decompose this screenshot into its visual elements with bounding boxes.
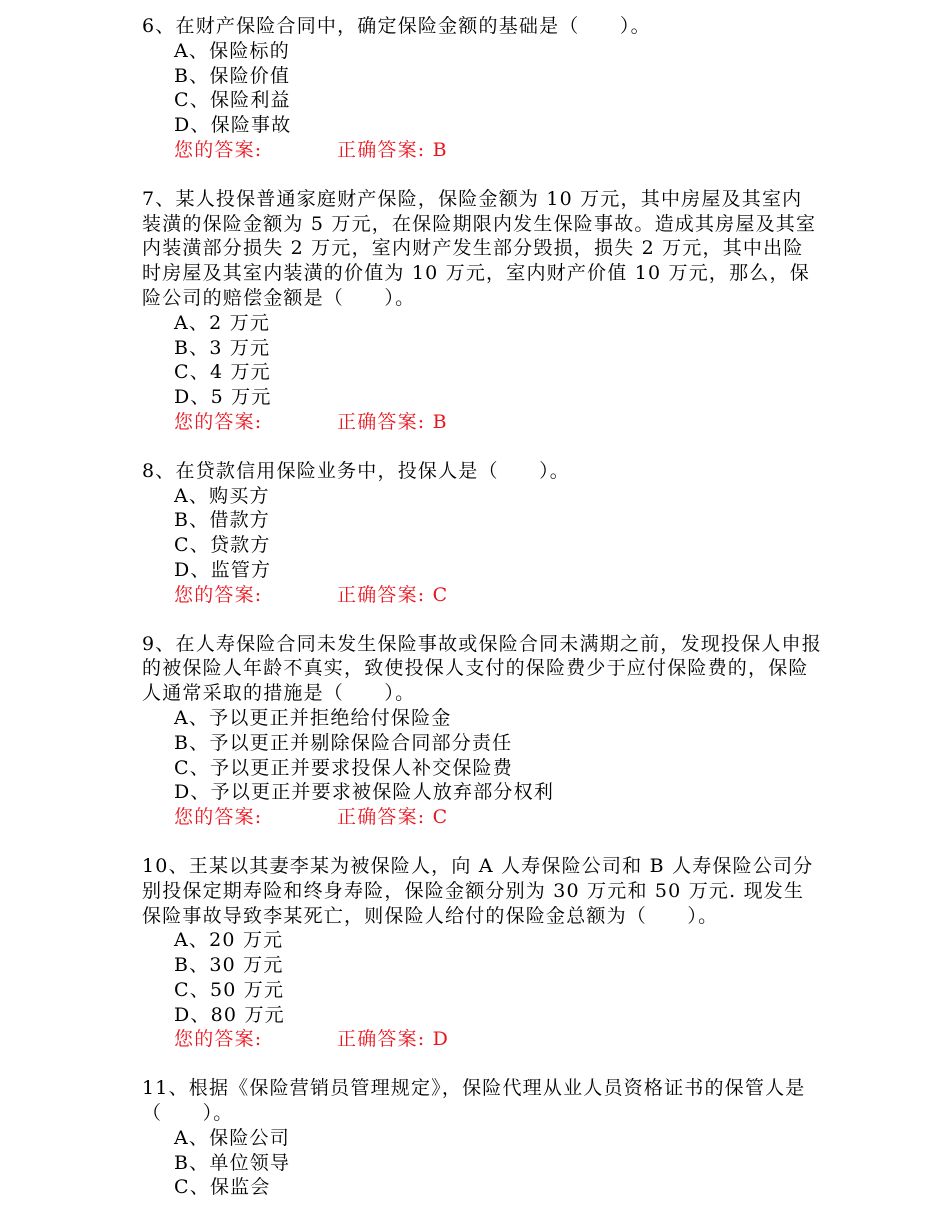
your-answer-label: 您的答案: [174,1028,263,1051]
option-d: D、5 万元 [174,386,272,409]
option-b: B、3 万元 [174,336,271,359]
option-list [142,484,822,583]
option-list [142,706,822,805]
option-list [142,311,822,410]
question-8 [142,459,822,608]
correct-answer: 正确答案: B [337,138,448,161]
your-answer-label: 您的答案: [174,138,263,161]
question-stem: 7、某人投保普通家庭财产保险，保险金额为 10 万元，其中房屋及其室内装潢的保险金额为 5 万元，在保险期限内发生保险事故。造成其房屋及其室内装潢部分损失 2 万元，室内财产发生部分毁损，损失 2 万元，其中出险时房屋及其室内装潢的价值为 10 万元，室内财产价值 10 万元，那么，保险公司的赔偿金额是（ ）。 [142,187,817,309]
answer-row [142,805,822,830]
option-a: A、20 万元 [174,929,284,952]
answer-row [142,138,822,163]
option-a: A、保险标的 [174,39,290,62]
your-answer-label: 您的答案: [174,583,263,606]
correct-answer: 正确答案: C [337,806,449,829]
option-c: C、贷款方 [174,534,271,557]
question-10 [142,854,822,1052]
option-list [142,1126,822,1200]
option-c: C、保险利益 [174,89,291,112]
option-a: A、予以更正并拒绝给付保险金 [174,706,452,729]
option-a: A、保险公司 [174,1126,290,1149]
question-stem: 11、根据《保险营销员管理规定》，保险代理从业人员资格证书的保管人是（ ）。 [142,1077,806,1125]
exam-page [142,14,822,1224]
option-b: B、予以更正并剔除保险合同部分责任 [174,731,513,754]
question-stem: 10、王某以其妻李某为被保险人，向 A 人寿保险公司和 B 人寿保险公司分别投保定期寿险和终身寿险，保险金额分别为 30 万元和 50 万元. 现发生保险事故导致李某死亡，则保险人给付的保险金总额为（ ）。 [142,854,814,927]
question-stem: 6、在财产保险合同中，确定保险金额的基础是（ ）。 [142,15,651,37]
option-b: B、借款方 [174,509,270,532]
your-answer-label: 您的答案: [174,410,263,433]
option-d: D、保险事故 [174,114,292,137]
answer-row [142,1027,822,1052]
answer-row [142,583,822,608]
option-c: C、50 万元 [174,978,285,1001]
option-b: B、保险价值 [174,64,291,87]
answer-row [142,410,822,435]
question-6 [142,14,822,163]
option-d: D、80 万元 [174,1003,285,1026]
option-list [142,39,822,138]
option-c: C、4 万元 [174,361,271,384]
question-9 [142,632,822,830]
correct-answer: 正确答案: D [337,1028,450,1051]
option-b: B、单位领导 [174,1151,291,1174]
option-list [142,928,822,1027]
correct-answer: 正确答案: B [337,410,448,433]
your-answer-label: 您的答案: [174,806,263,829]
option-c: C、保监会 [174,1176,271,1199]
question-stem: 8、在贷款信用保险业务中，投保人是（ ）。 [142,459,570,482]
question-11 [142,1076,822,1200]
option-d: D、予以更正并要求被保险人放弃部分权利 [174,781,555,804]
question-7 [142,187,822,435]
option-a: A、2 万元 [174,311,271,334]
option-c: C、予以更正并要求投保人补交保险费 [174,756,513,779]
correct-answer: 正确答案: C [337,583,449,606]
question-stem: 9、在人寿保险合同未发生保险事故或保险合同未满期之前，发现投保人申报的被保险人年龄不真实，致使投保人支付的保险费少于应付保险费的，保险人通常采取的措施是（ ）。 [142,632,822,705]
option-b: B、30 万元 [174,954,284,977]
option-a: A、购买方 [174,484,270,507]
option-d: D、监管方 [174,558,272,581]
